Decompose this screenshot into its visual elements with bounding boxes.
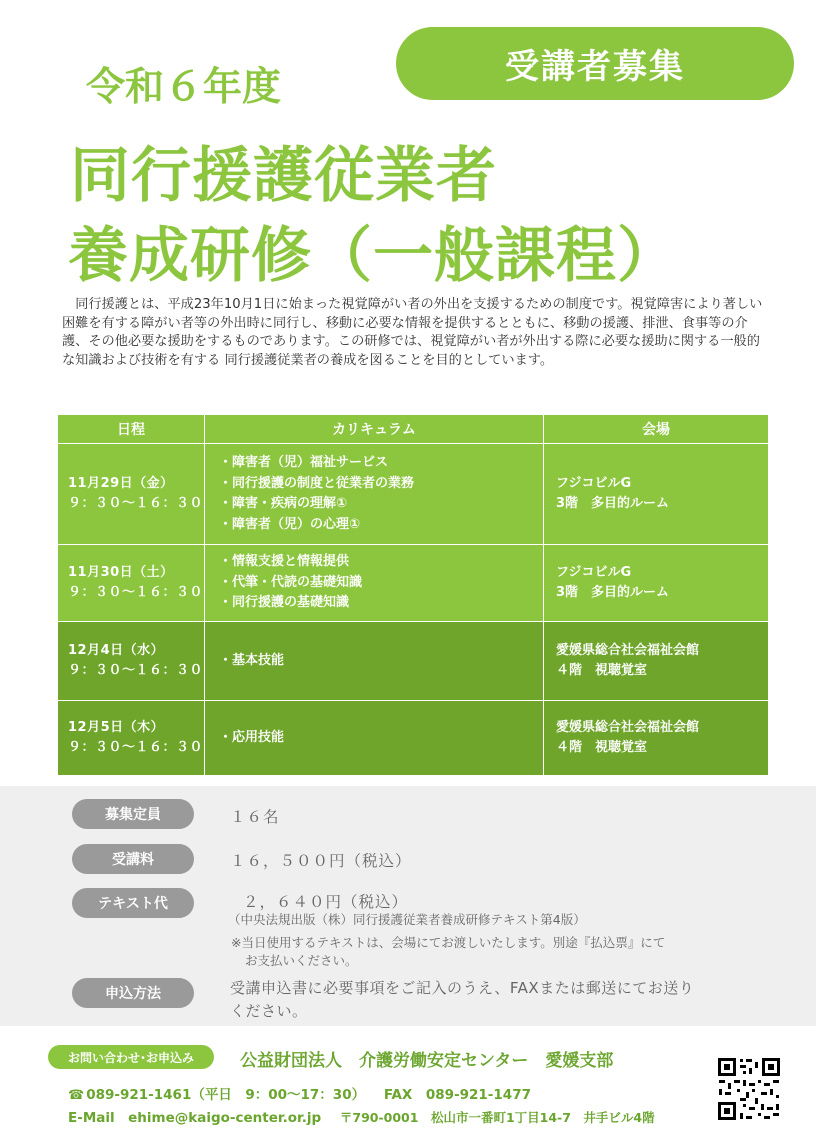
- fee-value: １６，５００円（税込）: [230, 852, 412, 870]
- application-method-value: ください。: [230, 1002, 308, 1020]
- date: 12月4日（水）: [68, 642, 165, 658]
- text-fee-note: （中央法規出版（株）同行援護従業者養成研修テキスト第4版）: [228, 912, 586, 927]
- fee-label: 受講料: [72, 844, 194, 874]
- time: ９：３０～１６：３０: [68, 740, 204, 755]
- venue-room: 3階 多目的ルーム: [556, 585, 670, 600]
- info-panel: [0, 786, 816, 1026]
- table-row: [58, 701, 769, 776]
- recruitment-badge: 受講者募集: [396, 27, 794, 100]
- date: 11月29日（金）: [68, 475, 174, 491]
- venue-name: フジコビルG: [556, 564, 632, 580]
- application-method-label: 申込方法: [72, 978, 194, 1008]
- curriculum-item: ・代筆・代読の基礎知識: [219, 574, 363, 590]
- curriculum-cell: [205, 622, 544, 701]
- curriculum-item: ・障害者（児）の心理①: [219, 516, 361, 532]
- table-row: [58, 545, 769, 622]
- contact-pill: お問い合わせ･お申込み: [48, 1045, 214, 1069]
- phone-line: [68, 1083, 531, 1103]
- page-title-line1: 同行援護従業者: [70, 141, 497, 211]
- curriculum-cell: [205, 444, 544, 545]
- curriculum-item: ・情報支援と情報提供: [219, 554, 350, 570]
- date-cell: [58, 545, 205, 622]
- text-fee-value: ２，６４０円（税込）: [243, 893, 409, 911]
- phone-number: 089-921-1461（平日 9：00～17：30）: [86, 1087, 366, 1103]
- date: 11月30日（土）: [68, 564, 174, 580]
- time: ９：３０～１６：３０: [68, 496, 204, 511]
- capacity-value: １６名: [230, 808, 280, 826]
- application-method-value: 受講申込書に必要事項をご記入のうえ、FAXまたは郵送にてお送り: [230, 979, 695, 997]
- curriculum-item: ・同行援護の制度と従業者の業務: [219, 475, 415, 491]
- table-row: [58, 444, 769, 545]
- curriculum-item: ・同行援護の基礎知識: [219, 595, 350, 611]
- date-cell: [58, 622, 205, 701]
- venue-name: フジコビルG: [556, 475, 632, 491]
- email-line: [68, 1106, 655, 1126]
- date: 12月5日（木）: [68, 719, 165, 735]
- email[interactable]: E-Mail ehime@kaigo-center.or.jp: [68, 1110, 322, 1126]
- fiscal-year: 令和６年度: [86, 65, 282, 110]
- venue-cell: [544, 444, 769, 545]
- venue-room: ４階 視聴覚室: [556, 663, 648, 678]
- date-cell: [58, 701, 205, 776]
- curriculum-item: ・障害者（児）福祉サービス: [219, 455, 389, 470]
- curriculum-cell: [205, 701, 544, 776]
- header-date: 日程: [58, 415, 205, 444]
- text-fee-note: ※当日使用するテキストは、会場にてお渡しいたします。別途『払込票』にて: [231, 935, 666, 950]
- text-fee-label: テキスト代: [72, 888, 194, 918]
- fax-number: FAX 089-921-1477: [383, 1087, 531, 1103]
- table-row: [58, 622, 769, 701]
- text-fee-note: お支払いください。: [245, 953, 358, 968]
- venue-name: 愛媛県総合社会福祉会館: [556, 719, 700, 735]
- header-venue: 会場: [544, 415, 769, 444]
- venue-cell: [544, 545, 769, 622]
- curriculum-item: ・基本技能: [219, 652, 285, 668]
- address: 〒790-0001 松山市一番町1丁目14-7 井手ビル4階: [339, 1110, 655, 1125]
- curriculum-cell: [205, 545, 544, 622]
- time: ９：３０～１６：３０: [68, 585, 204, 600]
- intro-paragraph: 同行援護とは、平成23年10月1日に始まった視覚障がい者の外出を支援するための制度です。視覚障害により著しい困難を有する障がい者等の外出時に同行し、移動に必要な情報を提供するとともに、移動の援護、排泄、食事等の介護、その他必要な援助をするものであります。この研修では、視覚障がい者が外出する際に必要な援助に関する一般的な知識および技術を有する 同行援護従業者の養成を図ることを目的としています。: [62, 297, 763, 368]
- capacity-label: 募集定員: [72, 799, 194, 829]
- venue-room: 3階 多目的ルーム: [556, 496, 670, 511]
- curriculum-item: ・障害・疾病の理解①: [219, 496, 348, 511]
- time: ９：３０～１６：３０: [68, 663, 204, 678]
- page-title-line2: 養成研修（一般課程）: [68, 221, 678, 291]
- qr-code-icon: [716, 1056, 782, 1122]
- schedule-table: [57, 414, 769, 776]
- phone-icon: ☎: [68, 1088, 85, 1103]
- date-cell: [58, 444, 205, 545]
- venue-cell: [544, 622, 769, 701]
- venue-room: ４階 視聴覚室: [556, 740, 648, 755]
- venue-cell: [544, 701, 769, 776]
- header-curriculum: カリキュラム: [205, 415, 544, 444]
- organization-name: 公益財団法人 介護労働安定センター 愛媛支部: [240, 1051, 614, 1071]
- curriculum-item: ・応用技能: [219, 729, 285, 745]
- venue-name: 愛媛県総合社会福祉会館: [556, 642, 700, 658]
